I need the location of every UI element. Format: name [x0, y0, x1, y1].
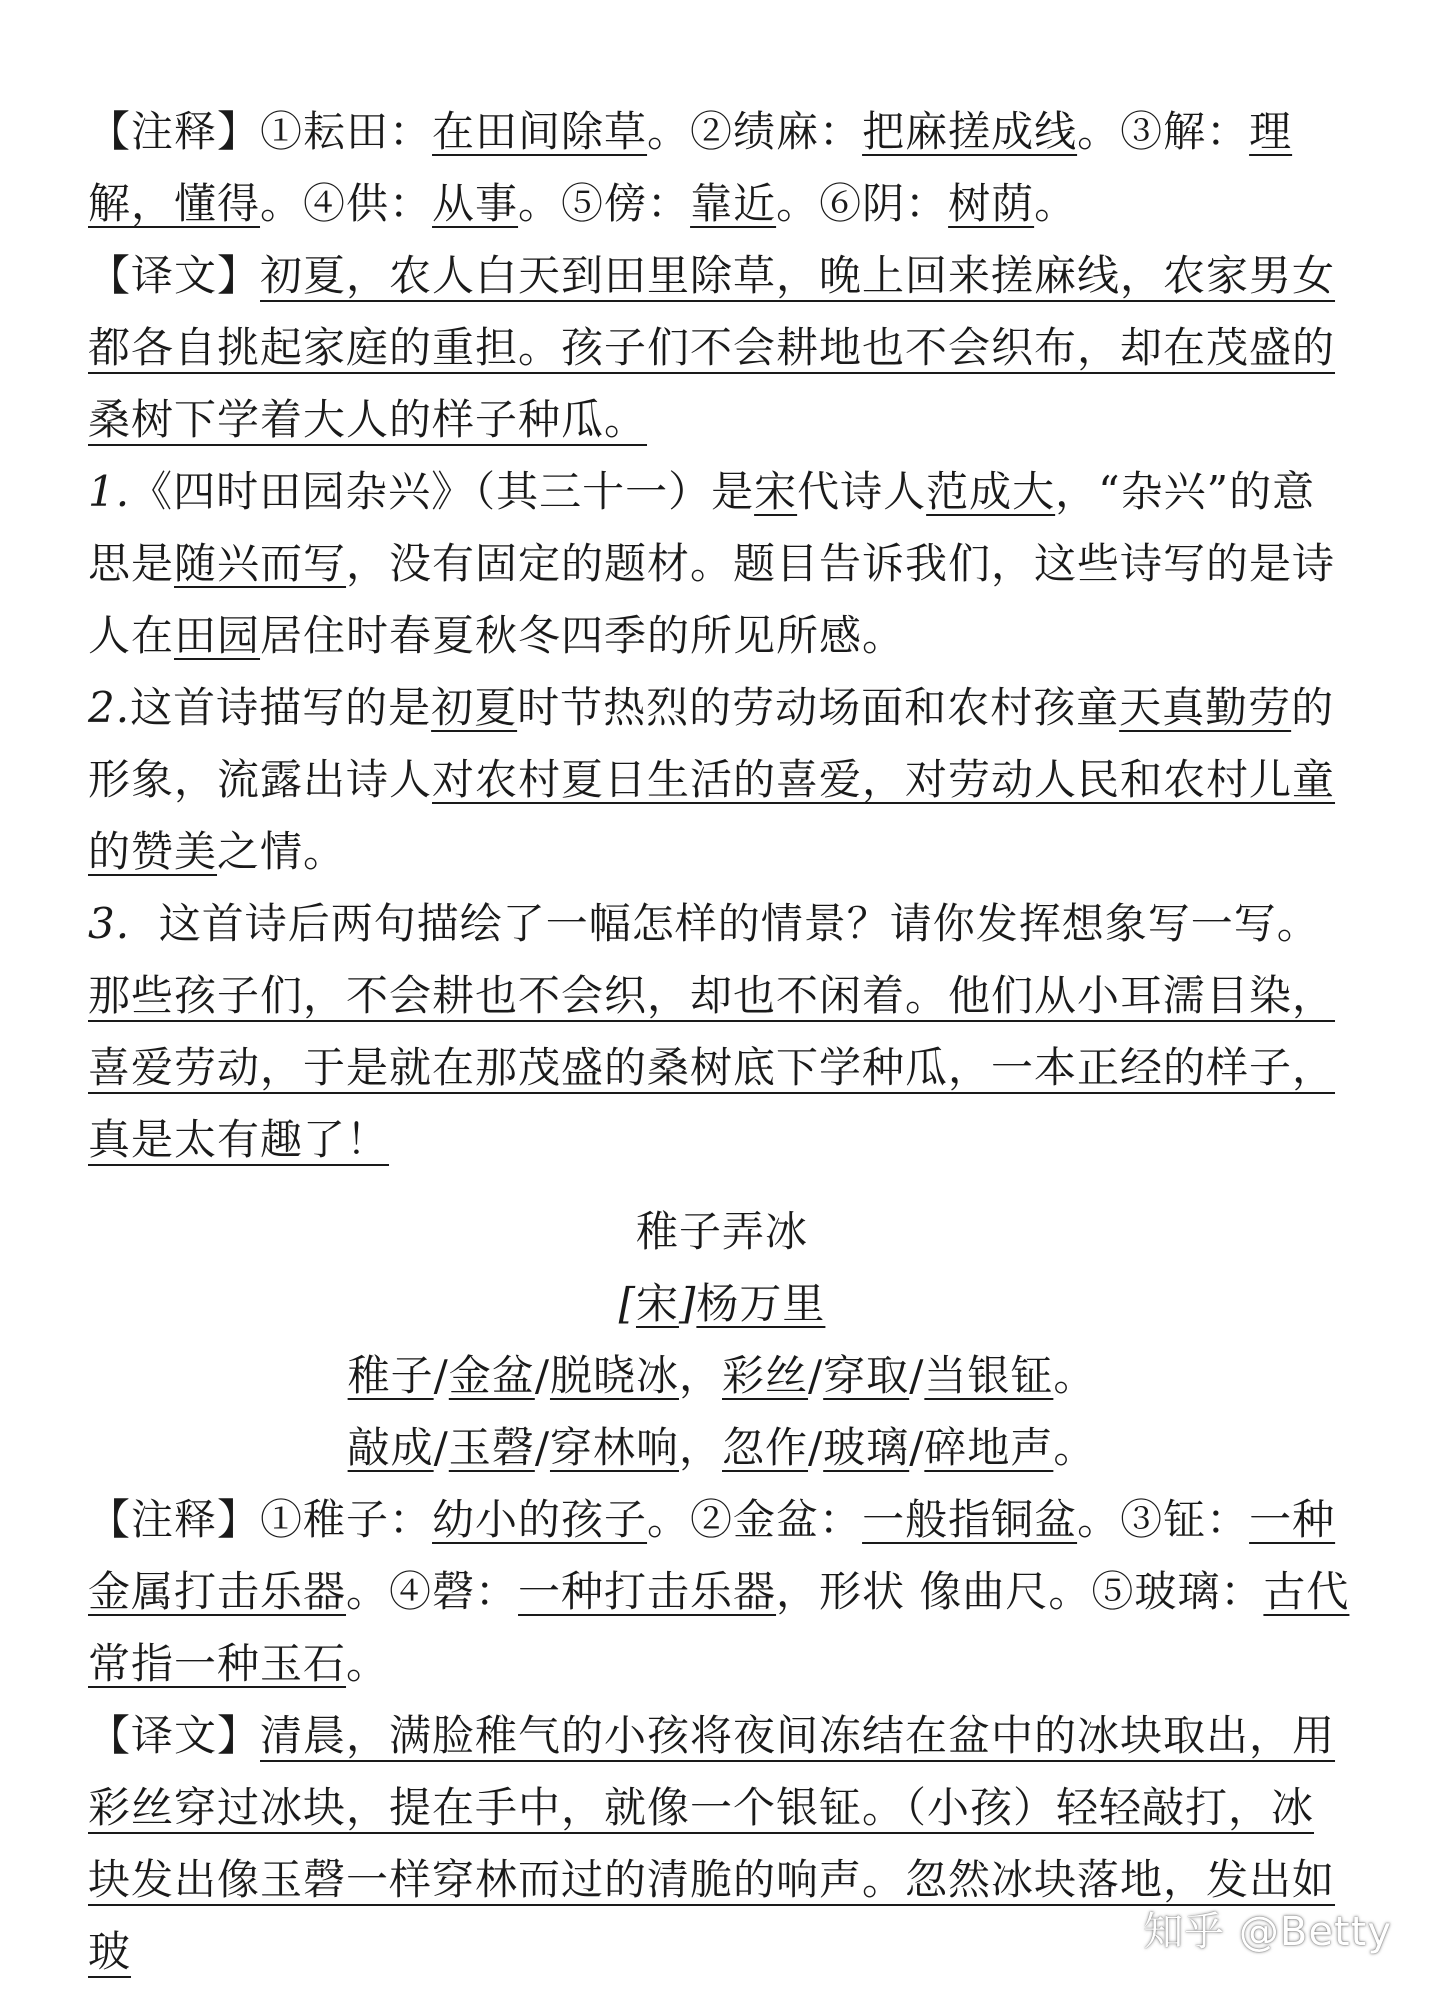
- author-dynasty: 宋: [635, 1279, 679, 1328]
- note-answer: 幼小的孩子: [432, 1495, 648, 1544]
- note-answer: 古代常指一种玉石: [88, 1567, 1350, 1688]
- answer-blank: 范成大: [926, 467, 1056, 516]
- question-number: 3.: [88, 899, 131, 948]
- poem2-line-1: 稚子/金盆/脱晓冰，彩丝/穿取/当银钲。: [347, 1351, 1097, 1400]
- notes-label: 【注释】: [88, 1495, 261, 1544]
- answer-blank: 宋: [754, 467, 798, 516]
- question-3: [88, 888, 1356, 960]
- poem1-notes: 【注释】①耘田：在田间除草。②绩麻：把麻搓成线。③解：理解，懂得。④供：从事。⑤傍：靠近。⑥阴：树荫。: [88, 107, 1293, 228]
- note-answer: 在田间除草: [432, 107, 648, 156]
- answer-blank: 随兴而写: [174, 539, 347, 588]
- answer-blank: 田园: [174, 611, 261, 660]
- answer-blank: 对农村夏日生活的喜爱，对劳动人民和农村儿童的赞美: [88, 755, 1336, 876]
- translation-label: 【译文】: [88, 1711, 261, 1760]
- answer-blank: 天真勤劳: [1119, 683, 1292, 732]
- question-text: 这首诗后两句描绘了一幅怎样的情景？请你发挥想象写一写。: [158, 899, 1320, 948]
- note-answer: 把麻搓成线: [862, 107, 1078, 156]
- poem2-author: [宋]杨万里: [618, 1279, 826, 1328]
- answer-blank: 初夏: [431, 683, 518, 732]
- question-number: 2.: [88, 683, 131, 732]
- poem2-notes: 【注释】①稚子：幼小的孩子。②金盆：一般指铜盆。③钲：一种金属打击乐器。④磬：一种打击乐器，形状 像曲尺。⑤玻璃：古代常指一种玉石。: [88, 1495, 1350, 1688]
- note-answer: 靠近: [690, 179, 777, 228]
- question-2: 2.这首诗描写的是初夏时节热烈的劳动场面和农村孩童天真勤劳的形象，流露出诗人对农村夏日生活的喜爱，对劳动人民和农村儿童的赞美之情。: [88, 683, 1336, 876]
- question-1: 1.《四时田园杂兴》（其三十一）是宋代诗人范成大，“杂兴”的意思是随兴而写，没有固定的题材。题目告诉我们，这些诗写的是诗人在田园居住时春夏秋冬四季的所见所感。: [88, 467, 1336, 660]
- poem2-title: 稚子弄冰: [635, 1207, 808, 1256]
- note-answer: 理解，懂得: [88, 107, 1293, 228]
- poem1-translation: [88, 240, 1356, 456]
- note-answer: 一般指铜盆: [862, 1495, 1078, 1544]
- question-3-answer: [88, 960, 1356, 1176]
- document-page: [88, 96, 1356, 1988]
- answer-text: 那些孩子们，不会耕也不会织，却也不闲着。他们从小耳濡目染，喜爱劳动，于是就在那茂盛的桑树底下学种瓜，一本正经的样子，真是太有趣了！: [88, 971, 1336, 1164]
- note-answer: 从事: [432, 179, 519, 228]
- note-answer: 树荫: [948, 179, 1035, 228]
- poem2-line-2: 敲成/玉磬/穿林响，忽作/玻璃/碎地声。: [347, 1423, 1097, 1472]
- translation-text: 初夏，农人白天到田里除草，晚上回来搓麻线，农家男女都各自挑起家庭的重担。孩子们不会耕地也不会织布，却在茂盛的桑树下学着大人的样子种瓜。: [88, 251, 1336, 444]
- note-answer: 一种打击乐器: [518, 1567, 777, 1616]
- author-name: 杨万里: [696, 1279, 826, 1328]
- notes-label: 【注释】: [88, 107, 261, 156]
- watermark: 知乎 @Betty: [1143, 1909, 1392, 1955]
- translation-text: 清晨，满脸稚气的小孩将夜间冻结在盆中的冰块取出，用彩丝穿过冰块，提在手中，就像一个银钲。（小孩）轻轻敲打，冰块发出像玉磬一样穿林而过的清脆的响声。忽然冰块落地，发出如玻: [88, 1711, 1336, 1976]
- note-answer: 一种金属打击乐器: [88, 1495, 1336, 1616]
- question-number: 1.: [88, 467, 131, 516]
- translation-label: 【译文】: [88, 251, 261, 300]
